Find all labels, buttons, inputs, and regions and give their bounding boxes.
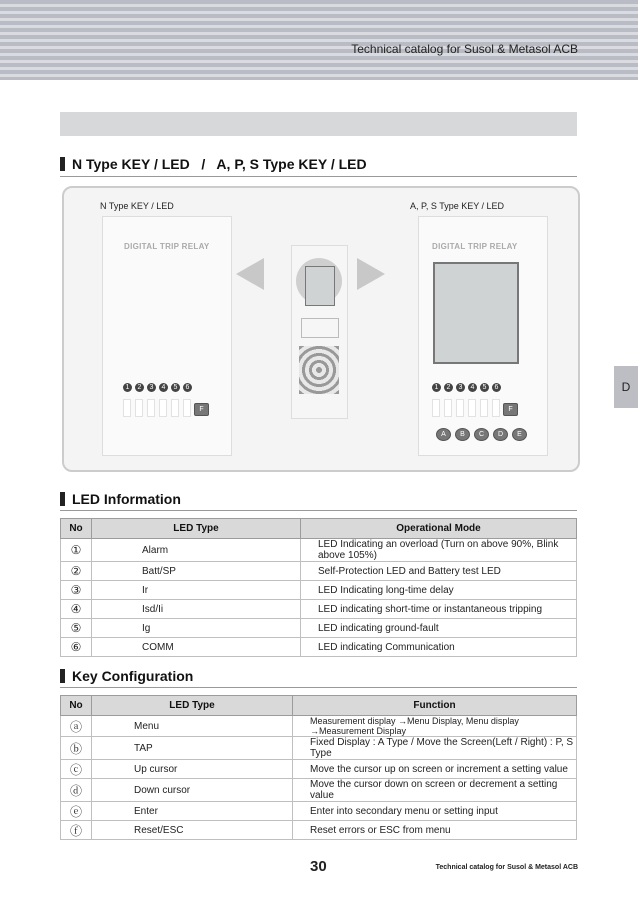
left-arrow-icon (236, 258, 264, 290)
section-title-text: LED Information (72, 491, 181, 507)
row-no: ⓓ (61, 779, 92, 802)
table-row (61, 802, 577, 821)
led-2: 2 (135, 383, 144, 392)
page-number: 30 (310, 858, 327, 875)
row-type: Enter (92, 802, 293, 821)
right-arrow-icon (357, 258, 385, 290)
row-no: ⑥ (61, 638, 92, 657)
table-row (61, 581, 577, 600)
n-type-relay-image (102, 216, 232, 456)
led-1: 1 (432, 383, 441, 392)
row-desc: LED indicating ground-fault (301, 619, 577, 638)
table-row (61, 760, 577, 779)
row-type: Ig (92, 619, 301, 638)
col-function: Function (293, 696, 577, 716)
section-divider (60, 176, 577, 177)
section-title-text: N Type KEY / LED / A, P, S Type KEY / LED (72, 156, 367, 172)
center-lcd (305, 266, 335, 306)
row-desc: LED indicating short-time or instantaneous tripping (301, 600, 577, 619)
section-marker (60, 157, 65, 171)
section-marker (60, 492, 65, 506)
table-header-row (61, 519, 577, 539)
row-desc: LED indicating Communication (301, 638, 577, 657)
row-no: ⓕ (61, 821, 92, 840)
key-d-button: D (493, 428, 508, 441)
row-desc: Move the cursor up on screen or increment a setting value (293, 760, 577, 779)
section-title-key-config (60, 668, 193, 684)
center-relay-image (291, 245, 348, 419)
section-divider (60, 687, 577, 688)
col-no: No (61, 696, 92, 716)
caption-aps-type: A, P, S Type KEY / LED (410, 201, 505, 211)
led-6: 6 (183, 383, 192, 392)
row-type: Isd/Ii (92, 600, 301, 619)
led-6: 6 (492, 383, 501, 392)
row-type: Batt/SP (92, 562, 301, 581)
col-no: No (61, 519, 92, 539)
row-type: Up cursor (92, 760, 293, 779)
row-type: Ir (92, 581, 301, 600)
row-desc: Fixed Display : A Type / Move the Screen(Left / Right) : P, S Type (293, 737, 577, 760)
led-indicator-row (123, 383, 192, 392)
row-type: Down cursor (92, 779, 293, 802)
row-no: ⓐ (61, 716, 92, 737)
row-desc: Reset errors or ESC from menu (293, 821, 577, 840)
section-title-text: Key Configuration (72, 668, 194, 684)
section-divider (60, 510, 577, 511)
header-stripes (0, 0, 638, 80)
key-button-row (436, 428, 527, 441)
row-no: ⑤ (61, 619, 92, 638)
section-marker (60, 669, 65, 683)
led-info-table (60, 518, 577, 657)
section-title-key-led (60, 156, 367, 172)
led-3: 3 (456, 383, 465, 392)
f-key-button: F (503, 403, 518, 416)
device-title: DIGITAL TRIP RELAY (432, 242, 518, 251)
table-header-row (61, 696, 577, 716)
row-no: ② (61, 562, 92, 581)
led-4: 4 (468, 383, 477, 392)
center-led-area (301, 318, 339, 338)
led-3: 3 (147, 383, 156, 392)
row-no: ⓒ (61, 760, 92, 779)
row-no: ④ (61, 600, 92, 619)
key-b-button: B (455, 428, 470, 441)
row-type: Alarm (92, 539, 301, 562)
led-5: 5 (171, 383, 180, 392)
led-indicator-row (432, 383, 501, 392)
key-a-button: A (436, 428, 451, 441)
row-type: TAP (92, 737, 293, 760)
table-row (61, 821, 577, 840)
row-desc: Enter into secondary menu or setting input (293, 802, 577, 821)
lcd-screen (433, 262, 519, 364)
led-windows (432, 399, 500, 417)
table-row (61, 638, 577, 657)
row-desc: Move the cursor down on screen or decrement a setting value (293, 779, 577, 802)
table-row (61, 539, 577, 562)
led-4: 4 (159, 383, 168, 392)
key-config-table (60, 695, 577, 840)
row-no: ③ (61, 581, 92, 600)
row-type: COMM (92, 638, 301, 657)
row-desc: LED Indicating an overload (Turn on above 90%, Blink above 105%) (301, 539, 577, 562)
f-key-button: F (194, 403, 209, 416)
section-title-led-info (60, 491, 181, 507)
row-type: Reset/ESC (92, 821, 293, 840)
col-led-type: LED Type (92, 519, 301, 539)
key-e-button: E (512, 428, 527, 441)
row-desc: Self-Protection LED and Battery test LED (301, 562, 577, 581)
led-2: 2 (444, 383, 453, 392)
row-no: ① (61, 539, 92, 562)
col-operational-mode: Operational Mode (301, 519, 577, 539)
row-desc: LED Indicating long-time delay (301, 581, 577, 600)
row-desc: Measurement display →Menu Display, Menu display →Measurement Display (293, 716, 577, 737)
led-5: 5 (480, 383, 489, 392)
side-tab: D (614, 366, 638, 408)
table-row (61, 562, 577, 581)
table-row (61, 737, 577, 760)
led-1: 1 (123, 383, 132, 392)
header-title: Technical catalog for Susol & Metasol ACB (351, 42, 578, 56)
table-row (61, 716, 577, 737)
caption-n-type: N Type KEY / LED (100, 201, 174, 211)
led-windows (123, 399, 191, 417)
table-row (61, 600, 577, 619)
table-row (61, 779, 577, 802)
row-no: ⓑ (61, 737, 92, 760)
row-type: Menu (92, 716, 293, 737)
center-dial-area (299, 346, 339, 394)
row-no: ⓔ (61, 802, 92, 821)
section-bar (60, 112, 577, 136)
table-row (61, 619, 577, 638)
col-led-type: LED Type (92, 696, 293, 716)
device-title: DIGITAL TRIP RELAY (124, 242, 210, 251)
aps-type-relay-image (418, 216, 548, 456)
footer-text: Technical catalog for Susol & Metasol ACB (435, 864, 578, 871)
key-c-button: C (474, 428, 489, 441)
